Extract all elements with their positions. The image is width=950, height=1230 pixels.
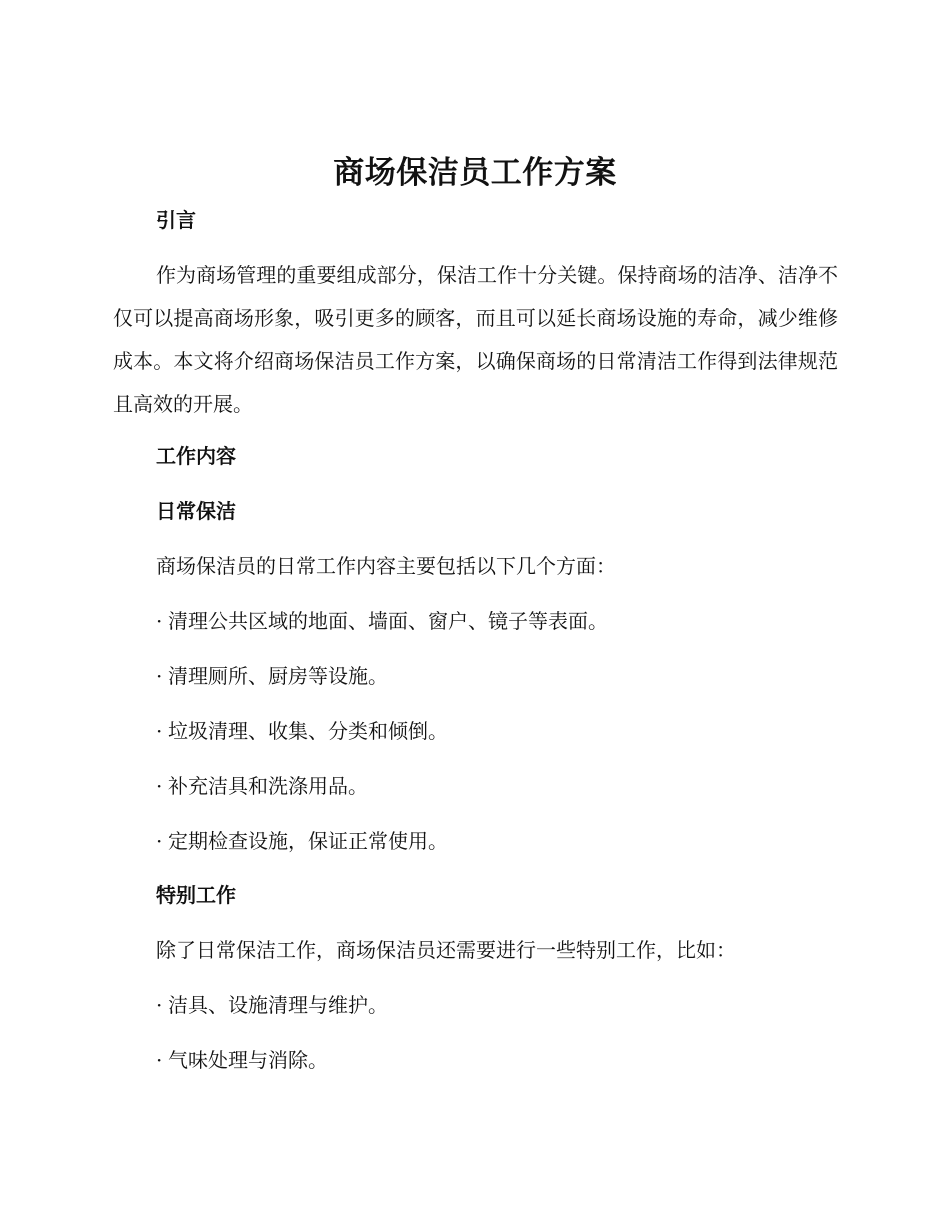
subsection-heading-daily: 日常保洁 [156, 499, 236, 523]
list-item-text: 定期检查设施，保证正常使用。 [168, 829, 448, 853]
section-heading-work-content: 工作内容 [156, 444, 236, 468]
subsection-heading-special: 特别工作 [156, 883, 236, 907]
document-title: 商场保洁员工作方案 [333, 155, 617, 191]
intro-paragraph: 作为商场管理的重要组成部分，保洁工作十分关键。保持商场的洁净、洁净不仅可以提高商场形象，吸引更多的顾客，而且可以延长商场设施的寿命，减少维修成本。本文将介绍商场保洁员工作方案，以确保商场的日常清洁工作得到法律规范且高效的开展。 [113, 263, 838, 416]
list-item-text: 清理厕所、厨房等设施。 [168, 664, 388, 688]
bullet-icon: · [156, 719, 163, 743]
special-lead-text: 除了日常保洁工作，商场保洁员还需要进行一些特别工作，比如： [156, 938, 736, 962]
bullet-icon: · [156, 993, 163, 1017]
list-item-text: 补充洁具和洗涤用品。 [168, 774, 368, 798]
list-item [156, 827, 448, 855]
list-item [156, 662, 388, 690]
list-item [156, 717, 448, 745]
bullet-icon: · [156, 664, 163, 688]
bullet-icon: · [156, 1048, 163, 1072]
daily-lead-text: 商场保洁员的日常工作内容主要包括以下几个方面： [156, 554, 616, 578]
list-item [156, 1046, 328, 1074]
section-heading-intro: 引言 [156, 208, 196, 232]
list-item-text: 气味处理与消除。 [168, 1048, 328, 1072]
bullet-icon: · [156, 829, 163, 853]
list-item [156, 991, 388, 1019]
list-item-text: 洁具、设施清理与维护。 [168, 993, 388, 1017]
list-item [156, 607, 608, 635]
list-item-text: 垃圾清理、收集、分类和倾倒。 [168, 719, 448, 743]
list-item [156, 772, 368, 800]
list-item-text: 清理公共区域的地面、墙面、窗户、镜子等表面。 [168, 609, 608, 633]
bullet-icon: · [156, 774, 163, 798]
bullet-icon: · [156, 609, 163, 633]
